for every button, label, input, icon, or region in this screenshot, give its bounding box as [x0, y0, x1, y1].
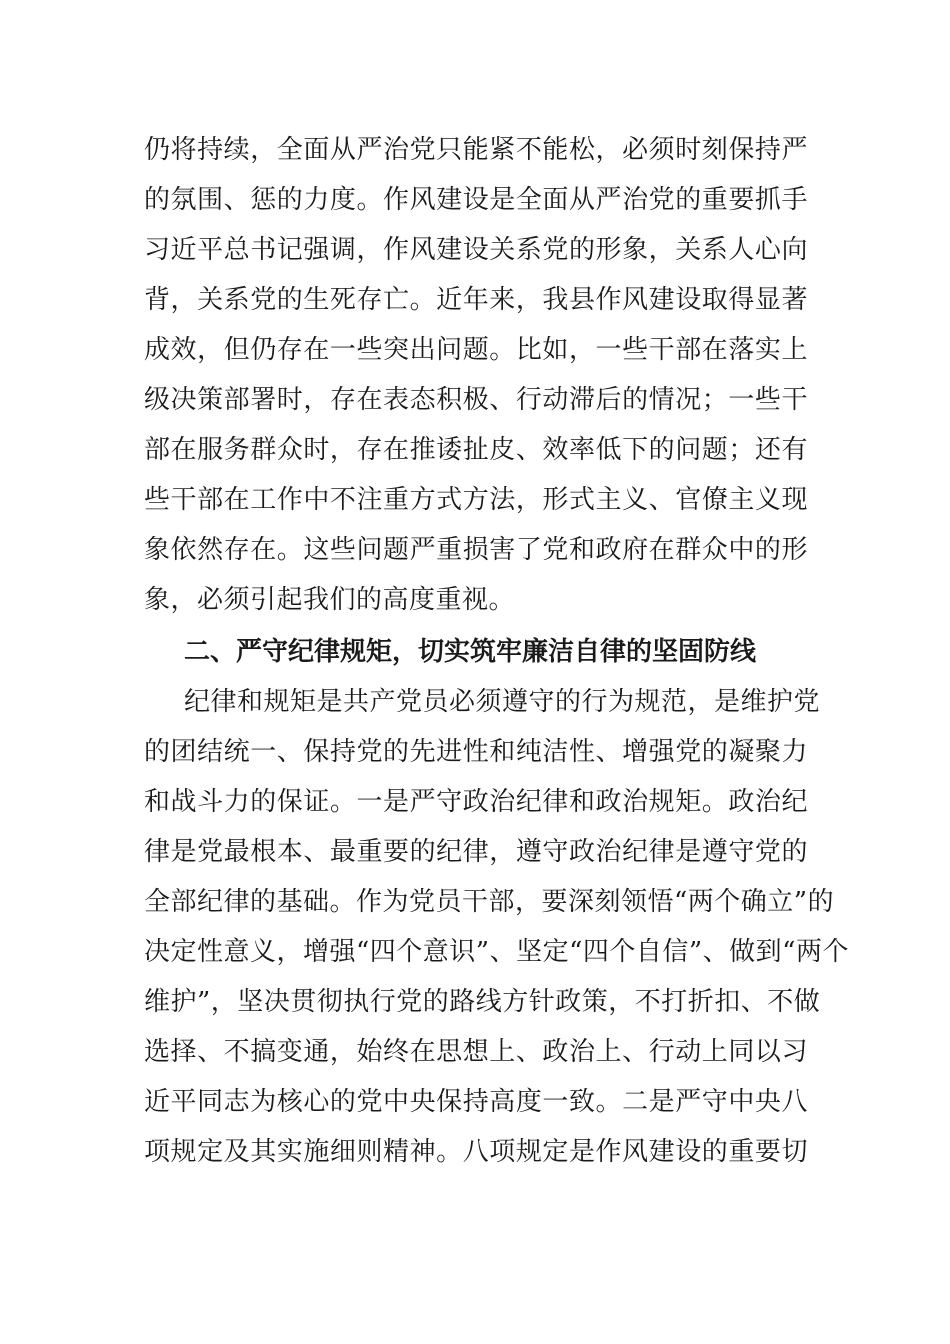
paragraph-line: 背，关系党的生死存亡。近年来，我县作风建设取得显著 [144, 285, 808, 315]
paragraph-line: 的团结统一、保持党的先进性和纯洁性、增强党的凝聚力 [144, 737, 808, 767]
paragraph-line: 项规定及其实施细则精神。八项规定是作风建设的重要切 [144, 1137, 808, 1167]
paragraph-2 [144, 677, 849, 1177]
paragraph-line: 象，必须引起我们的高度重视。 [144, 585, 516, 615]
paragraph-line: 决定性意义，增强“四个意识”、坚定“四个自信”、做到“两个 [144, 937, 849, 967]
paragraph-line: 象依然存在。这些问题严重损害了党和政府在群众中的形 [144, 535, 808, 565]
paragraph-line: 的氛围、惩的力度。作风建设是全面从严治党的重要抓手 [144, 185, 808, 215]
paragraph-line: 级决策部署时，存在表态积极、行动滞后的情况；一些干 [144, 385, 808, 415]
paragraph-line: 律是党最根本、最重要的纪律，遵守政治纪律是遵守党的 [144, 837, 808, 867]
paragraph-1 [144, 125, 808, 625]
section-heading: 二、严守纪律规矩，切实筑牢廉洁自律的坚固防线 [184, 637, 757, 667]
document-page [144, 125, 849, 1177]
paragraph-line: 选择、不搞变通，始终在思想上、政治上、行动上同以习 [144, 1037, 808, 1067]
paragraph-line: 成效，但仍存在一些突出问题。比如，一些干部在落实上 [144, 335, 808, 365]
paragraph-line: 和战斗力的保证。一是严守政治纪律和政治规矩。政治纪 [144, 787, 808, 817]
paragraph-line: 仍将持续，全面从严治党只能紧不能松，必须时刻保持严 [144, 135, 808, 165]
paragraph-line: 全部纪律的基础。作为党员干部，要深刻领悟“两个确立”的 [144, 887, 835, 917]
paragraph-line: 纪律和规矩是共产党员必须遵守的行为规范，是维护党 [184, 687, 821, 717]
paragraph-line: 维护”，坚决贯彻执行党的路线方针政策，不打折扣、不做 [144, 987, 821, 1017]
paragraph-line: 些干部在工作中不注重方式方法，形式主义、官僚主义现 [144, 485, 808, 515]
paragraph-line: 习近平总书记强调，作风建设关系党的形象，关系人心向 [144, 235, 808, 265]
paragraph-line: 部在服务群众时，存在推诿扯皮、效率低下的问题；还有 [144, 435, 808, 465]
paragraph-line: 近平同志为核心的党中央保持高度一致。二是严守中央八 [144, 1087, 808, 1117]
